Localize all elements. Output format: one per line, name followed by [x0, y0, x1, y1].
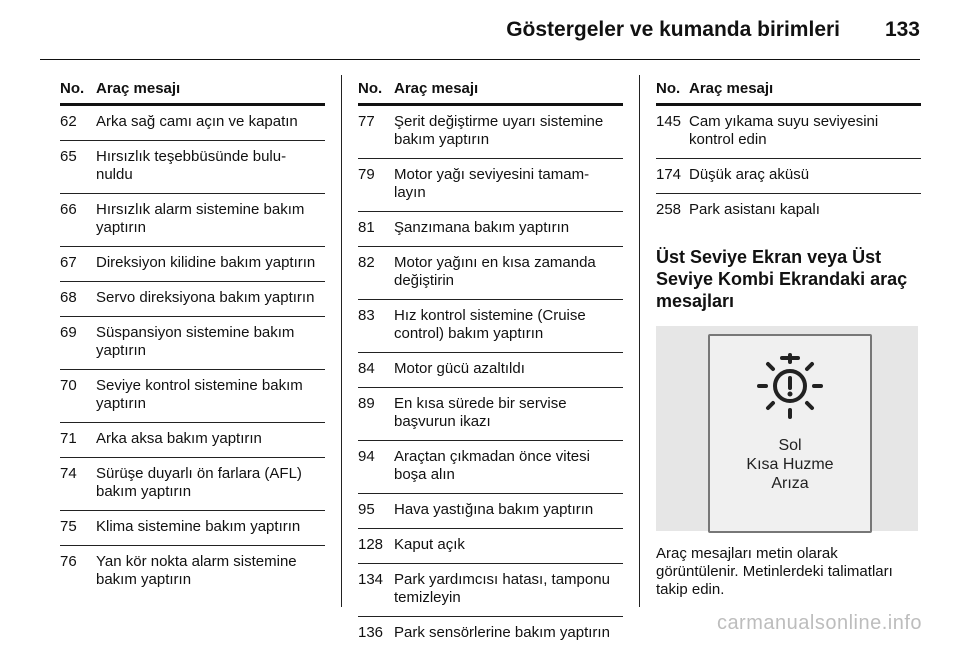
message-table-2: [358, 80, 623, 651]
message-text: Klima sistemine bakım yaptırın: [96, 518, 301, 535]
message-number: 74: [60, 465, 77, 482]
message-table-3: [656, 80, 921, 599]
message-number: 94: [358, 448, 375, 465]
table-row: [358, 353, 623, 388]
message-text: Motor yağını en kısa zamanda değiştirin: [394, 254, 596, 289]
table-row: [60, 458, 325, 511]
message-number: 76: [60, 553, 77, 570]
body-paragraph: Araç mesajları metin olarak görüntülenir. Metinlerdeki talimatları takip edin.: [656, 545, 893, 598]
message-text: Hırsızlık teşebbüsünde bulu-nuldu: [96, 148, 287, 183]
message-number: 89: [358, 395, 375, 412]
column-divider: [639, 75, 640, 607]
table-row: [358, 441, 623, 494]
table-row: [358, 617, 623, 651]
header-msg: Araç mesajı: [394, 80, 479, 97]
table-row: [60, 141, 325, 194]
table-row: [358, 159, 623, 212]
message-number: 70: [60, 377, 77, 394]
table-row: [60, 423, 325, 458]
display-message: [710, 436, 870, 493]
table-row: [60, 194, 325, 247]
message-number: 71: [60, 430, 77, 447]
message-text: Düşük araç aküsü: [689, 166, 810, 183]
table-row: [60, 511, 325, 546]
message-number: 174: [656, 166, 682, 183]
table-row: [60, 247, 325, 282]
table-row: [60, 106, 325, 141]
message-text: Park asistanı kapalı: [689, 201, 820, 218]
bulb-warning-icon: [754, 350, 826, 422]
message-number: 82: [358, 254, 375, 271]
message-number: 128: [358, 536, 384, 553]
watermark: carmanualsonline.info: [716, 612, 922, 634]
message-table-1: [60, 80, 325, 598]
message-text: Hırsızlık alarm sistemine bakım yaptırın: [96, 201, 305, 236]
message-text: Seviye kontrol sistemine bakım yaptırın: [96, 377, 303, 412]
message-text: Süspansiyon sistemine bakım yaptırın: [96, 324, 295, 359]
message-text: Motor gücü azaltıldı: [394, 360, 525, 377]
header-title: Göstergeler ve kumanda birimleri: [506, 18, 840, 41]
message-text: En kısa sürede bir servise başvurun ikazı: [394, 395, 567, 430]
table-row: [60, 282, 325, 317]
message-text: Yan kör nokta alarm sistemine bakım yaptırın: [96, 553, 297, 588]
message-number: 81: [358, 219, 375, 236]
message-text: Cam yıkama suyu seviyesini kontrol edin: [689, 113, 879, 148]
instrument-display: [708, 334, 872, 533]
table-header: [60, 80, 325, 106]
table-row: [358, 529, 623, 564]
header-msg: Araç mesajı: [689, 80, 774, 97]
table-row: [60, 370, 325, 423]
table-row: [358, 106, 623, 159]
message-text: Şanzımana bakım yaptırın: [394, 219, 570, 236]
message-text: Arka sağ camı açın ve kapatın: [96, 113, 298, 130]
message-text: Sürüşe duyarlı ön farlara (AFL) bakım yaptırın: [96, 465, 302, 500]
table-row: [358, 247, 623, 300]
display-line: Arıza: [771, 475, 809, 492]
page-header: [0, 0, 960, 60]
table-row: [358, 300, 623, 353]
table-row: [358, 494, 623, 529]
message-number: 145: [656, 113, 682, 130]
display-figure: [656, 326, 918, 531]
message-text: Hava yastığına bakım yaptırın: [394, 501, 594, 518]
message-text: Servo direksiyona bakım yaptırın: [96, 289, 315, 306]
message-number: 83: [358, 307, 375, 324]
message-text: Hız kontrol sistemine (Cruise control) bakım yaptırın: [394, 307, 586, 342]
message-number: 65: [60, 148, 77, 165]
message-text: Motor yağı seviyesini tamam-layın: [394, 166, 590, 201]
section-heading: Üst Seviye Ekran veya Üst Seviye Kombi Ekrandaki araç mesajları: [656, 247, 908, 311]
message-text: Park yardımcısı hatası, tamponu temizleyin: [394, 571, 610, 606]
message-number: 136: [358, 624, 384, 641]
table-row: [656, 106, 921, 159]
header-no: No.: [358, 80, 383, 97]
column-divider: [341, 75, 342, 607]
table-row: [656, 194, 921, 228]
message-text: Şerit değiştirme uyarı sistemine bakım yaptırın: [394, 113, 604, 148]
message-text: Arka aksa bakım yaptırın: [96, 430, 262, 447]
table-row: [60, 317, 325, 370]
table-header: [358, 80, 623, 106]
page-number: 133: [884, 18, 920, 41]
message-number: 84: [358, 360, 375, 377]
message-number: 75: [60, 518, 77, 535]
table-row: [358, 212, 623, 247]
message-text: Direksiyon kilidine bakım yaptırın: [96, 254, 316, 271]
message-number: 62: [60, 113, 77, 130]
display-line: Sol: [778, 437, 802, 454]
message-number: 258: [656, 201, 682, 218]
header-no: No.: [656, 80, 681, 97]
message-text: Kaput açık: [394, 536, 465, 553]
table-row: [358, 388, 623, 441]
header-rule: [40, 59, 920, 60]
message-text: Park sensörlerine bakım yaptırın: [394, 624, 610, 641]
message-number: 134: [358, 571, 384, 588]
message-number: 68: [60, 289, 77, 306]
header-no: No.: [60, 80, 85, 97]
message-number: 66: [60, 201, 77, 218]
message-number: 69: [60, 324, 77, 341]
message-number: 79: [358, 166, 375, 183]
table-header: [656, 80, 921, 106]
display-line: Kısa Huzme: [746, 456, 834, 473]
message-number: 95: [358, 501, 375, 518]
message-number: 67: [60, 254, 77, 271]
header-msg: Araç mesajı: [96, 80, 181, 97]
message-number: 77: [358, 113, 375, 130]
table-row: [656, 159, 921, 194]
table-row: [358, 564, 623, 617]
message-text: Araçtan çıkmadan önce vitesi boşa alın: [394, 448, 590, 483]
table-row: [60, 546, 325, 598]
